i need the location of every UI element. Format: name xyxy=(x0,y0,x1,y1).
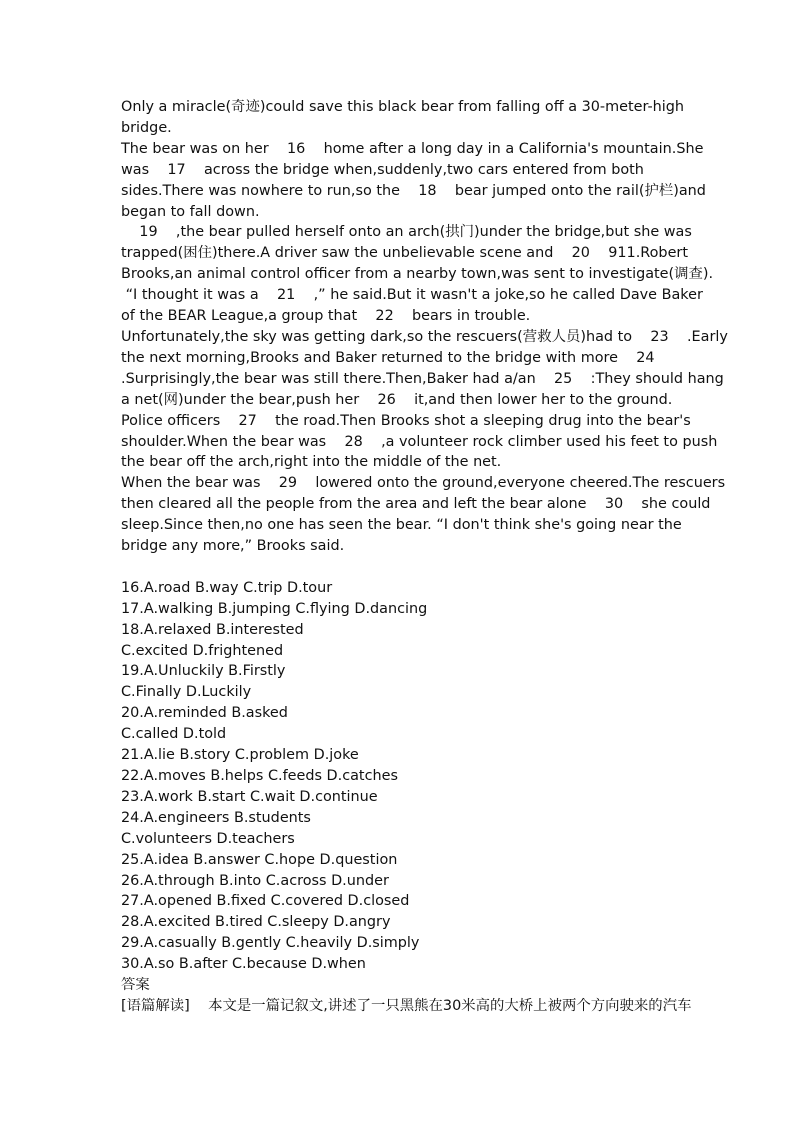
option-line: 21.A.lie B.story C.problem D.joke xyxy=(121,747,359,764)
option-line: 22.A.moves B.helps C.feeds D.catches xyxy=(121,767,398,784)
passage-line: sides.There was nowhere to run,so the 18 bear jumped onto the rail(护栏)and xyxy=(121,182,706,199)
option-line: C.volunteers D.teachers xyxy=(121,830,295,847)
passage-line: .Surprisingly,the bear was still there.Then,Baker had a/an 25 :They should hang xyxy=(121,370,724,387)
passage-line: of the BEAR League,a group that 22 bears in trouble. xyxy=(121,308,531,325)
passage-line: was 17 across the bridge when,suddenly,two cars entered from both xyxy=(121,161,644,178)
options-list xyxy=(121,578,691,975)
option-line: 26.A.through B.into C.across D.under xyxy=(121,872,389,889)
option-line: 19.A.Unluckily B.Firstly xyxy=(121,663,286,680)
passage-line: the bear off the arch,right into the middle of the net. xyxy=(121,454,502,471)
option-line: 25.A.idea B.answer C.hope D.question xyxy=(121,851,398,868)
option-line: 28.A.excited B.tired C.sleepy D.angry xyxy=(121,914,391,931)
passage-line: trapped(困住)there.A driver saw the unbelievable scene and 20 911.Robert xyxy=(121,245,688,262)
option-line: 29.A.casually B.gently C.heavily D.simply xyxy=(121,935,420,952)
option-line: 24.A.engineers B.students xyxy=(121,809,311,826)
option-line: 20.A.reminded B.asked xyxy=(121,705,288,722)
passage-line: Unfortunately,the sky was getting dark,so the rescuers(营救人员)had to 23 .Early xyxy=(121,328,728,345)
option-line: 27.A.opened B.fixed C.covered D.closed xyxy=(121,893,410,910)
passage-line: “I thought it was a 21 ,” he said.But it wasn't a joke,so he called Dave Baker xyxy=(121,287,703,304)
option-line: 18.A.relaxed B.interested xyxy=(121,621,304,638)
option-line: 17.A.walking B.jumping C.flying D.dancing xyxy=(121,600,428,617)
passage-line: bridge. xyxy=(121,119,172,136)
passage-line: 19 ,the bear pulled herself onto an arch(拱门)under the bridge,but she was xyxy=(121,224,692,241)
passage-line: The bear was on her 16 home after a long day in a California's mountain.She xyxy=(121,140,704,157)
passage xyxy=(121,97,728,557)
analysis-line: [语篇解读] 本文是一篇记叙文,讲述了一只黑熊在30米高的大桥上被两个方向驶来的汽车 xyxy=(121,997,692,1014)
passage-line: a net(网)under the bear,push her 26 it,and then lower her to the ground. xyxy=(121,391,673,408)
passage-line: began to fall down. xyxy=(121,203,260,220)
option-line: C.excited D.frightened xyxy=(121,642,284,659)
option-line: C.called D.told xyxy=(121,726,227,743)
passage-line: bridge any more,” Brooks said. xyxy=(121,538,345,555)
passage-line: When the bear was 29 lowered onto the ground,everyone cheered.The rescuers xyxy=(121,475,726,492)
document-page xyxy=(121,97,728,1017)
option-line: 23.A.work B.start C.wait D.continue xyxy=(121,788,378,805)
option-line: 16.A.road B.way C.trip D.tour xyxy=(121,579,333,596)
blank-line xyxy=(121,557,691,578)
option-line: 30.A.so B.after C.because D.when xyxy=(121,956,366,973)
passage-line: shoulder.When the bear was 28 ,a volunteer rock climber used his feet to push xyxy=(121,433,718,450)
passage-line: Police officers 27 the road.Then Brooks shot a sleeping drug into the bear's xyxy=(121,412,691,429)
passage-line: the next morning,Brooks and Baker returned to the bridge with more 24 xyxy=(121,349,655,366)
passage-line: then cleared all the people from the area and left the bear alone 30 she could xyxy=(121,496,711,513)
passage-line: sleep.Since then,no one has seen the bear. “I don't think she's going near the xyxy=(121,517,682,534)
passage-line: Brooks,an animal control officer from a nearby town,was sent to investigate(调查). xyxy=(121,266,714,283)
answer-heading: 答案 xyxy=(121,977,150,994)
option-line: C.Finally D.Luckily xyxy=(121,684,252,701)
passage-line: Only a miracle(奇迹)could save this black bear from falling off a 30-meter-high xyxy=(121,99,685,115)
